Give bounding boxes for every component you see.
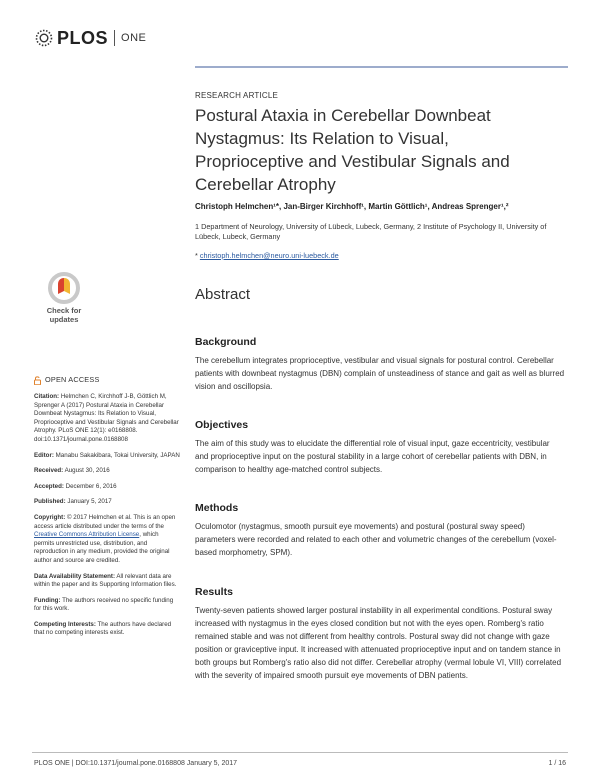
section-text: The cerebellum integrates proprioceptive, vestibular and visual signals for postural control. Cerebellar patients with downbeat nystagmus (DBN) complain of unsteadiness of stance and gait as well as blurred vision and oscillopsia. [195, 356, 565, 391]
data-availability-text: All relevant data are within the paper and its Supporting Information files. [34, 572, 177, 589]
logo-journal: ONE [121, 32, 147, 44]
competing-interests-block [34, 621, 180, 638]
badge-line-1: Check for [46, 306, 82, 315]
data-availability-block [34, 573, 180, 590]
abstract-section-objectives [195, 419, 565, 476]
email-link[interactable]: christoph.helmchen@neuro.uni-luebeck.de [199, 251, 339, 260]
author-list: Christoph Helmchen¹*, Jan-Birger Kirchhoff¹, Martin Göttlich¹, Andreas Sprenger¹,² [195, 202, 509, 211]
check-for-updates-icon [48, 272, 80, 304]
received-label: Received: [34, 467, 64, 475]
competing-interests-text: The authors have declared that no competing interests exist. [34, 620, 172, 637]
article-title: Postural Ataxia in Cerebellar Downbeat Nystagmus: Its Relation to Visual, Proprioceptive and Vestibular Signals and Cerebellar Atrophy [195, 106, 510, 194]
published-block [34, 498, 180, 507]
published-text: January 5, 2017 [65, 498, 112, 506]
footer-divider [32, 752, 568, 753]
license-link[interactable]: Creative Commons Attribution License [34, 531, 140, 539]
funding-text: The authors received no specific funding for this work. [34, 596, 174, 613]
section-heading: Results [195, 586, 233, 598]
editor-label: Editor: [34, 451, 54, 459]
section-heading: Objectives [195, 419, 249, 431]
section-heading: Background [195, 336, 257, 348]
plos-one-logo [34, 28, 146, 48]
abstract-heading: Abstract [195, 286, 251, 303]
abstract-section-background [195, 336, 565, 393]
copyright-text-1: © 2017 Helmchen et al. This is an open access article distributed under the terms of the [34, 513, 176, 530]
editor-text: Manabu Sakakibara, Tokai University, JAPAN [53, 451, 180, 459]
badge-text [34, 306, 94, 324]
plos-dots-icon [34, 28, 54, 48]
abstract-section-results [195, 586, 565, 682]
section-text: Twenty-seven patients showed larger postural instability in all experimental conditions. Postural sway increased with nystagmus in the eyes closed condition but not with the eyes open. Romberg's ratio remained stable and was not different from healthy controls. Postural sway did not change with gaze position or graviceptive input. It increased with attenuated proprioceptive input and on tandem stance in both groups but Romberg's ratio also did not differ. Cerebellar atrophy (vermal lobule VI, VIII) correlated with the severity of impaired smooth pursuit eye movements of DBN patients. [195, 606, 562, 680]
accepted-block [34, 483, 180, 492]
open-access-text: OPEN ACCESS [45, 375, 100, 385]
open-access-label [34, 376, 180, 385]
competing-interests-label: Competing Interests: [34, 620, 96, 628]
header-divider [195, 66, 568, 68]
article-type: RESEARCH ARTICLE [195, 91, 279, 100]
abstract-section-methods [195, 502, 565, 559]
logo-brand: PLOS [57, 27, 109, 48]
footer-citation: PLOS ONE | DOI:10.1371/journal.pone.0168808 January 5, 2017 [34, 760, 238, 767]
accepted-label: Accepted: [34, 482, 64, 490]
affiliations: 1 Department of Neurology, University of Lübeck, Lubeck, Germany, 2 Institute of Psychology II, University of Lübeck, Lubeck, Germany [195, 222, 547, 241]
citation-label: Citation: [34, 393, 60, 400]
copyright-text-2: , which permits unrestricted use, distribution, and reproduction in any medium, provided the original author and source are credited. [34, 531, 170, 564]
received-block [34, 467, 180, 476]
copyright-block [34, 514, 180, 566]
badge-line-2: updates [49, 315, 79, 324]
section-text: The aim of this study was to elucidate the differential role of visual input, gaze eccentricity, vestibular and proprioceptive input on the postural stability in a large cohort of cerebellar patients with DBN, in comparison to healthy age-matched control subjects. [195, 439, 550, 474]
citation-block [34, 393, 180, 445]
open-lock-icon [34, 376, 41, 385]
email-prefix: * [195, 251, 200, 260]
citation-text: Helmchen C, Kirchhoff J-B, Göttlich M, Sprenger A (2017) Postural Ataxia in Cerebellar Downbeat Nystagmus: Its Relation to Visual, Proprioceptive and Vestibular Signals and Cerebellar Atrophy. PLoS ONE 12(1): e0168808. doi:10.1371/journal.pone.0168808 [34, 393, 179, 443]
section-text: Oculomotor (nystagmus, smooth pursuit eye movements) and postural (postural sway speed) parameters were recorded and related to each other and volumetric changes of the cerebellum (voxel-based morphometry, SPM). [195, 522, 557, 557]
corresponding-email [195, 251, 339, 260]
copyright-label: Copyright: [34, 513, 66, 521]
logo-separator [114, 30, 115, 46]
section-heading: Methods [195, 502, 239, 514]
page-number: 1 / 16 [548, 760, 566, 767]
data-availability-label: Data Availability Statement: [34, 572, 116, 580]
funding-block [34, 597, 180, 614]
article-info-sidebar [34, 376, 180, 645]
received-text: August 30, 2016 [63, 467, 110, 475]
funding-label: Funding: [34, 596, 61, 604]
accepted-text: December 6, 2016 [63, 482, 117, 490]
editor-block [34, 452, 180, 461]
check-for-updates-badge[interactable] [34, 272, 94, 328]
published-label: Published: [34, 498, 66, 506]
